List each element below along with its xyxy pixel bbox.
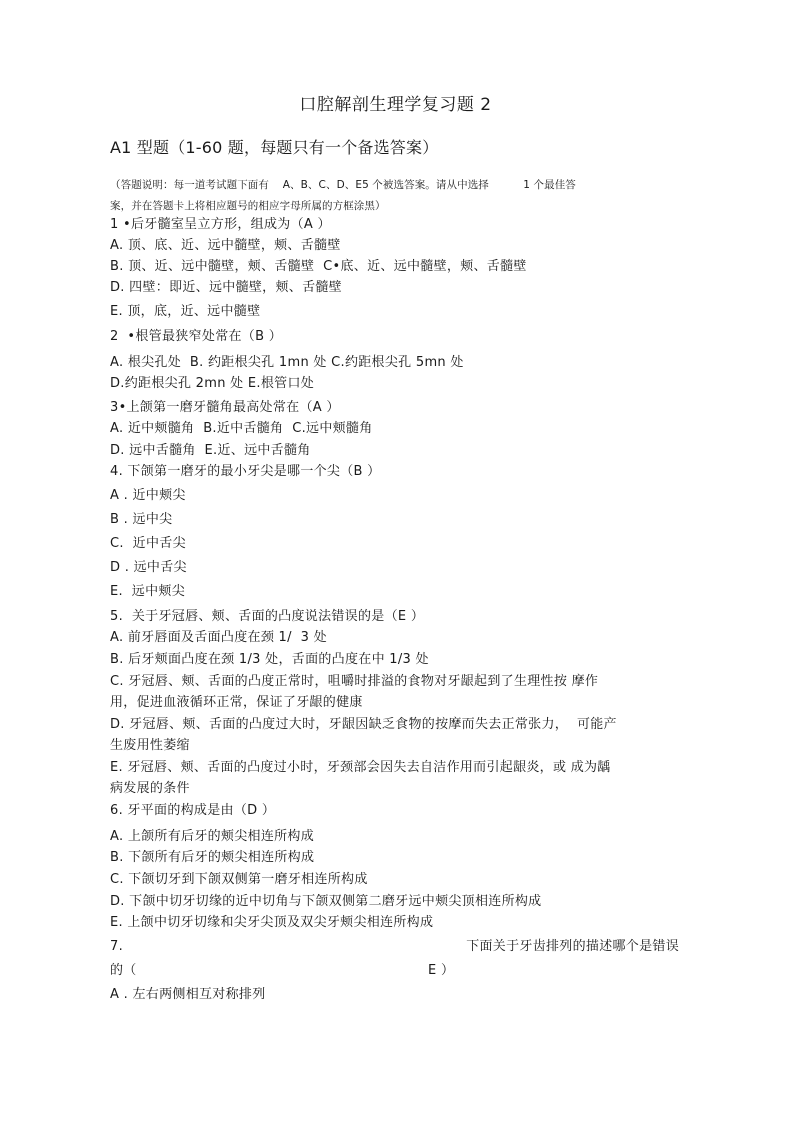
option-line: B. 后牙颊面凸度在颈 1/3 处，舌面的凸度在中 1/3 处	[110, 652, 429, 667]
question-stem: 5. 关于牙冠唇、颊、舌面的凸度说法错误的是（E ）	[110, 609, 425, 624]
question-stem-text: 的（	[110, 963, 137, 978]
option-line: E. 牙冠唇、颊、舌面的凸度过小时，牙颈部会因失去自洁作用而引起龈炎，或 成为龋	[110, 760, 611, 775]
question-stem: 4. 下颌第一磨牙的最小牙尖是哪一个尖（B ）	[110, 464, 381, 479]
option-line: A . 近中颊尖	[110, 488, 186, 503]
option-line: D . 远中舌尖	[110, 560, 187, 575]
question-3	[110, 397, 685, 461]
question-5	[110, 606, 685, 799]
option-line: E. 顶，底，近、远中髓壁	[110, 304, 261, 319]
option-line: A . 左右两侧相互对称排列	[110, 987, 266, 1002]
option-line: D. 四壁：即近、远中髓壁，颊、舌髓壁	[110, 280, 342, 295]
option-line: A. 顶、底、近、远中髓壁，颊、舌髓壁	[110, 238, 341, 253]
question-7	[110, 936, 685, 1005]
question-stem	[110, 936, 685, 957]
option-line: D. 下颌中切牙切缘的近中切角与下颌双侧第二磨牙远中颊尖顶相连所构成	[110, 894, 542, 909]
question-4	[110, 461, 685, 602]
answer-instructions	[110, 175, 690, 217]
option-line: A. 根尖孔处 B. 约距根尖孔 1mn 处 C.约距根尖孔 5mn 处	[110, 355, 464, 370]
question-1	[110, 214, 685, 322]
option-line: D. 牙冠唇、颊、舌面的凸度过大时，牙龈因缺乏食物的按摩而失去正常张力， 可能产	[110, 717, 617, 732]
option-line-continued: 病发展的条件	[110, 781, 190, 796]
option-line-continued: 生废用性萎缩	[110, 738, 190, 753]
option-line: D. 远中舌髓角 E.近、远中舌髓角	[110, 443, 311, 458]
question-2	[110, 326, 685, 394]
question-6	[110, 800, 685, 933]
question-stem: 6. 牙平面的构成是由（D ）	[110, 803, 276, 818]
instructions-line: 案，并在答题卡上将相应题号的相应字母所属的方框涂黑）	[110, 200, 386, 212]
question-stem-text: 下面关于牙齿排列的描述哪个是错误	[466, 939, 679, 954]
question-stem: 3•上颌第一磨牙髓角最高处常在（A ）	[110, 400, 340, 415]
instructions-line: （答题说明：每一道考试题下面有 A、B、C、D、E5 个被选答案。请从中选择 1 个最佳答	[110, 179, 576, 191]
option-line: A. 上颌所有后牙的颊尖相连所构成	[110, 829, 315, 844]
option-line: E. 上颌中切牙切缘和尖牙尖顶及双尖牙颊尖相连所构成	[110, 915, 434, 930]
question-stem: 2 •根管最狭窄处常在（B ）	[110, 329, 283, 344]
option-line: C. 近中舌尖	[110, 536, 186, 551]
option-line: D.约距根尖孔 2mn 处 E.根管口处	[110, 376, 315, 391]
option-line: A. 前牙唇面及舌面凸度在颈 1/ 3 处	[110, 630, 327, 645]
question-answer: E ）	[428, 963, 455, 978]
option-line: A. 近中颊髓角 B.近中舌髓角 C.远中颊髓角	[110, 421, 373, 436]
document-title: 口腔解剖生理学复习题 2	[299, 95, 492, 115]
section-heading: A1 型题（1-60 题，每题只有一个备选答案）	[110, 138, 439, 157]
option-line: B . 远中尖	[110, 512, 173, 527]
option-line: C. 牙冠唇、颊、舌面的凸度正常时，咀嚼时排溢的食物对牙龈起到了生理性按 摩作	[110, 674, 599, 689]
question-stem-continued	[110, 960, 685, 981]
question-number: 7.	[110, 939, 124, 954]
option-line: B. 下颌所有后牙的颊尖相连所构成	[110, 850, 315, 865]
option-line: C. 下颌切牙到下颌双侧第一磨牙相连所构成	[110, 872, 368, 887]
question-stem: 1 •后牙髓室呈立方形，组成为（A ）	[110, 217, 331, 232]
option-line: B. 顶、近、远中髓壁，颊、舌髓壁 C•底、近、远中髓壁，颊、舌髓壁	[110, 259, 527, 274]
option-line: E. 远中颊尖	[110, 584, 186, 599]
option-line-continued: 用，促进血液循环正常，保证了牙龈的健康	[110, 695, 363, 710]
